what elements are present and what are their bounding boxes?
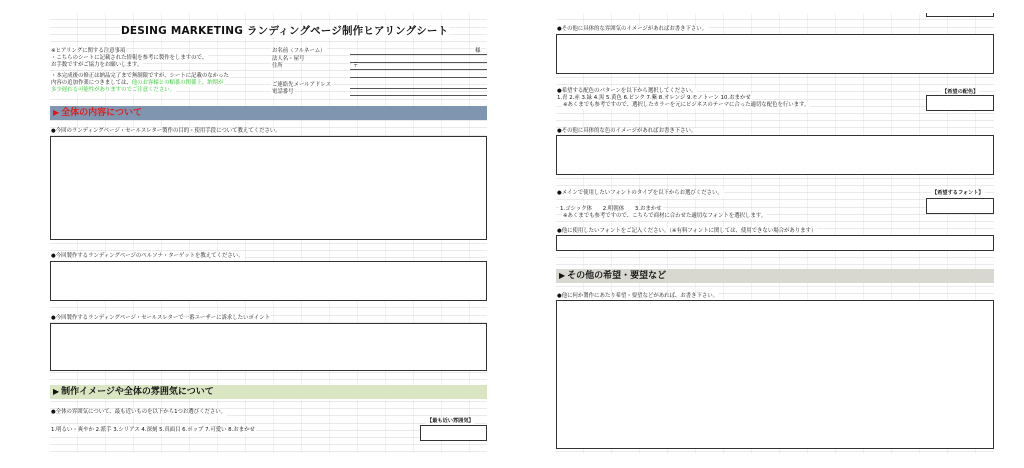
color-selection-label: 【希望の配色】 [942, 89, 979, 95]
name-label: お名前（フルネーム） [272, 48, 326, 54]
selection-box-top[interactable] [926, 13, 994, 17]
question-font: ●メインで使用したいフォントのタイプを以下からお選びください。 [557, 190, 723, 196]
section-band-other [556, 269, 994, 283]
atmosphere-selection-box[interactable] [420, 425, 487, 441]
address-field-2[interactable] [350, 77, 487, 78]
email-label: ご連絡先メールアドレス [272, 82, 332, 88]
question-color-detail: ●その他に具体的な色のイメージがあればお書き下さい。 [557, 128, 697, 134]
color-selection-box[interactable] [926, 95, 994, 111]
address-field[interactable] [350, 69, 487, 70]
section-heading-overview: ▶ 全体の内容について [53, 108, 142, 118]
phone-label: 電話番号 [272, 89, 294, 95]
sheet-page-right [556, 13, 994, 453]
question-font-other: ●他に使用したいフォントをご記入ください。（※有料フォントに関しては、使用できない場合があります） [557, 228, 817, 234]
company-label: 法人名・屋号 [272, 56, 305, 62]
answer-box-color-detail[interactable] [556, 135, 994, 175]
answer-box-other-requests[interactable] [556, 300, 994, 449]
question-purpose: ●今回のランディングページ・セールスレター製作の目的・使用手段について教えてください。 [51, 128, 281, 134]
email-field[interactable] [350, 88, 487, 89]
color-note: ※あくまでも参考ですので、選択したカラーを元にビジネスのテーマに合った適切な配色を行います。 [563, 102, 810, 108]
section-heading-image: ▶ 制作イメージや全体の雰囲気について [53, 387, 214, 397]
name-suffix: 様 [475, 48, 481, 54]
question-other-requests: ●他に何か製作にあたり希望・要望などがあれば、お書き下さい。 [557, 293, 719, 299]
font-selection-box[interactable] [926, 198, 994, 214]
triangle-right-icon: ▶ [53, 108, 60, 117]
triangle-right-icon: ▶ [559, 271, 566, 280]
question-appeal-point: ●今回製作するランディングページ・セールスレターで一番ユーザーに訴求したいポイント [51, 315, 270, 321]
sheet-page-left [50, 13, 487, 453]
section-heading-other: ▶ その他の希望・要望など [559, 271, 667, 281]
font-options: 1.ゴシック体 2.明朝体 3.おまかせ [560, 206, 662, 212]
atmosphere-selection-label: 【最も近い雰囲気】 [427, 418, 474, 424]
address-label: 住所 [272, 63, 283, 69]
section-band-overview [50, 106, 487, 120]
answer-box-atmosphere-detail[interactable] [556, 34, 994, 74]
question-atmosphere-detail: ●その他に具体的な雰囲気のイメージがあればお書き下さい。 [557, 26, 708, 32]
name-field[interactable] [350, 54, 487, 55]
phone-field[interactable] [350, 95, 487, 96]
answer-box-purpose[interactable] [50, 136, 487, 240]
question-atmosphere: ●全体の雰囲気について、最も近いものを以下から1つお選びください。 [51, 409, 227, 415]
question-colors: ●希望する配色のパターンを以下から選択してください。 [557, 88, 697, 94]
notes-line: 多少遅れる可能性がありますのでご注意ください。 [51, 87, 175, 93]
answer-box-font-other[interactable] [556, 235, 994, 251]
font-note: ※あくまでも参考ですので、こちらで商材に合わせた適切なフォントを選択します。 [563, 213, 767, 219]
font-selection-label: 【希望するフォント】 [932, 190, 984, 196]
triangle-right-icon: ▶ [53, 387, 60, 396]
answer-box-persona[interactable] [50, 261, 487, 301]
notes-line: お手数ですがご協力をお願いします。 [51, 62, 143, 68]
atmosphere-options: 1.明るい・爽やか 2.派手 3.シリアス 4.深刻 5.真面目 6.ポップ 7.可愛い 8.おまかせ [51, 427, 255, 433]
notes-line: 内容の追加作業につきましては、他のお客様との順番の関係上、納期が [51, 80, 224, 86]
postal-mark: 〒 [353, 63, 359, 69]
notes-line: ・こちらのシートに記載された情報を参考に製作をしますので、 [51, 55, 208, 61]
notes-heading: ※ヒアリングに関する注意事項 [51, 48, 126, 54]
sheet-title: DESING MARKETING ランディングページ制作ヒアリングシート [121, 25, 449, 37]
company-field[interactable] [350, 62, 487, 63]
question-persona: ●今回製作するランディングページのペルソナ・ターゲットを教えてください。 [51, 253, 244, 259]
notes-line: ・本完成後の修正は納品完了まで無制限ですが、シートに記載のなかった [51, 73, 229, 79]
section-band-image [50, 385, 487, 399]
answer-box-appeal-point[interactable] [50, 323, 487, 371]
color-options: 1.青 2.赤 3.緑 4.黒 5.黄色 6.ピンク 7.紫 8.オレンジ 9.モノトーン 10.おまかせ [557, 95, 751, 101]
